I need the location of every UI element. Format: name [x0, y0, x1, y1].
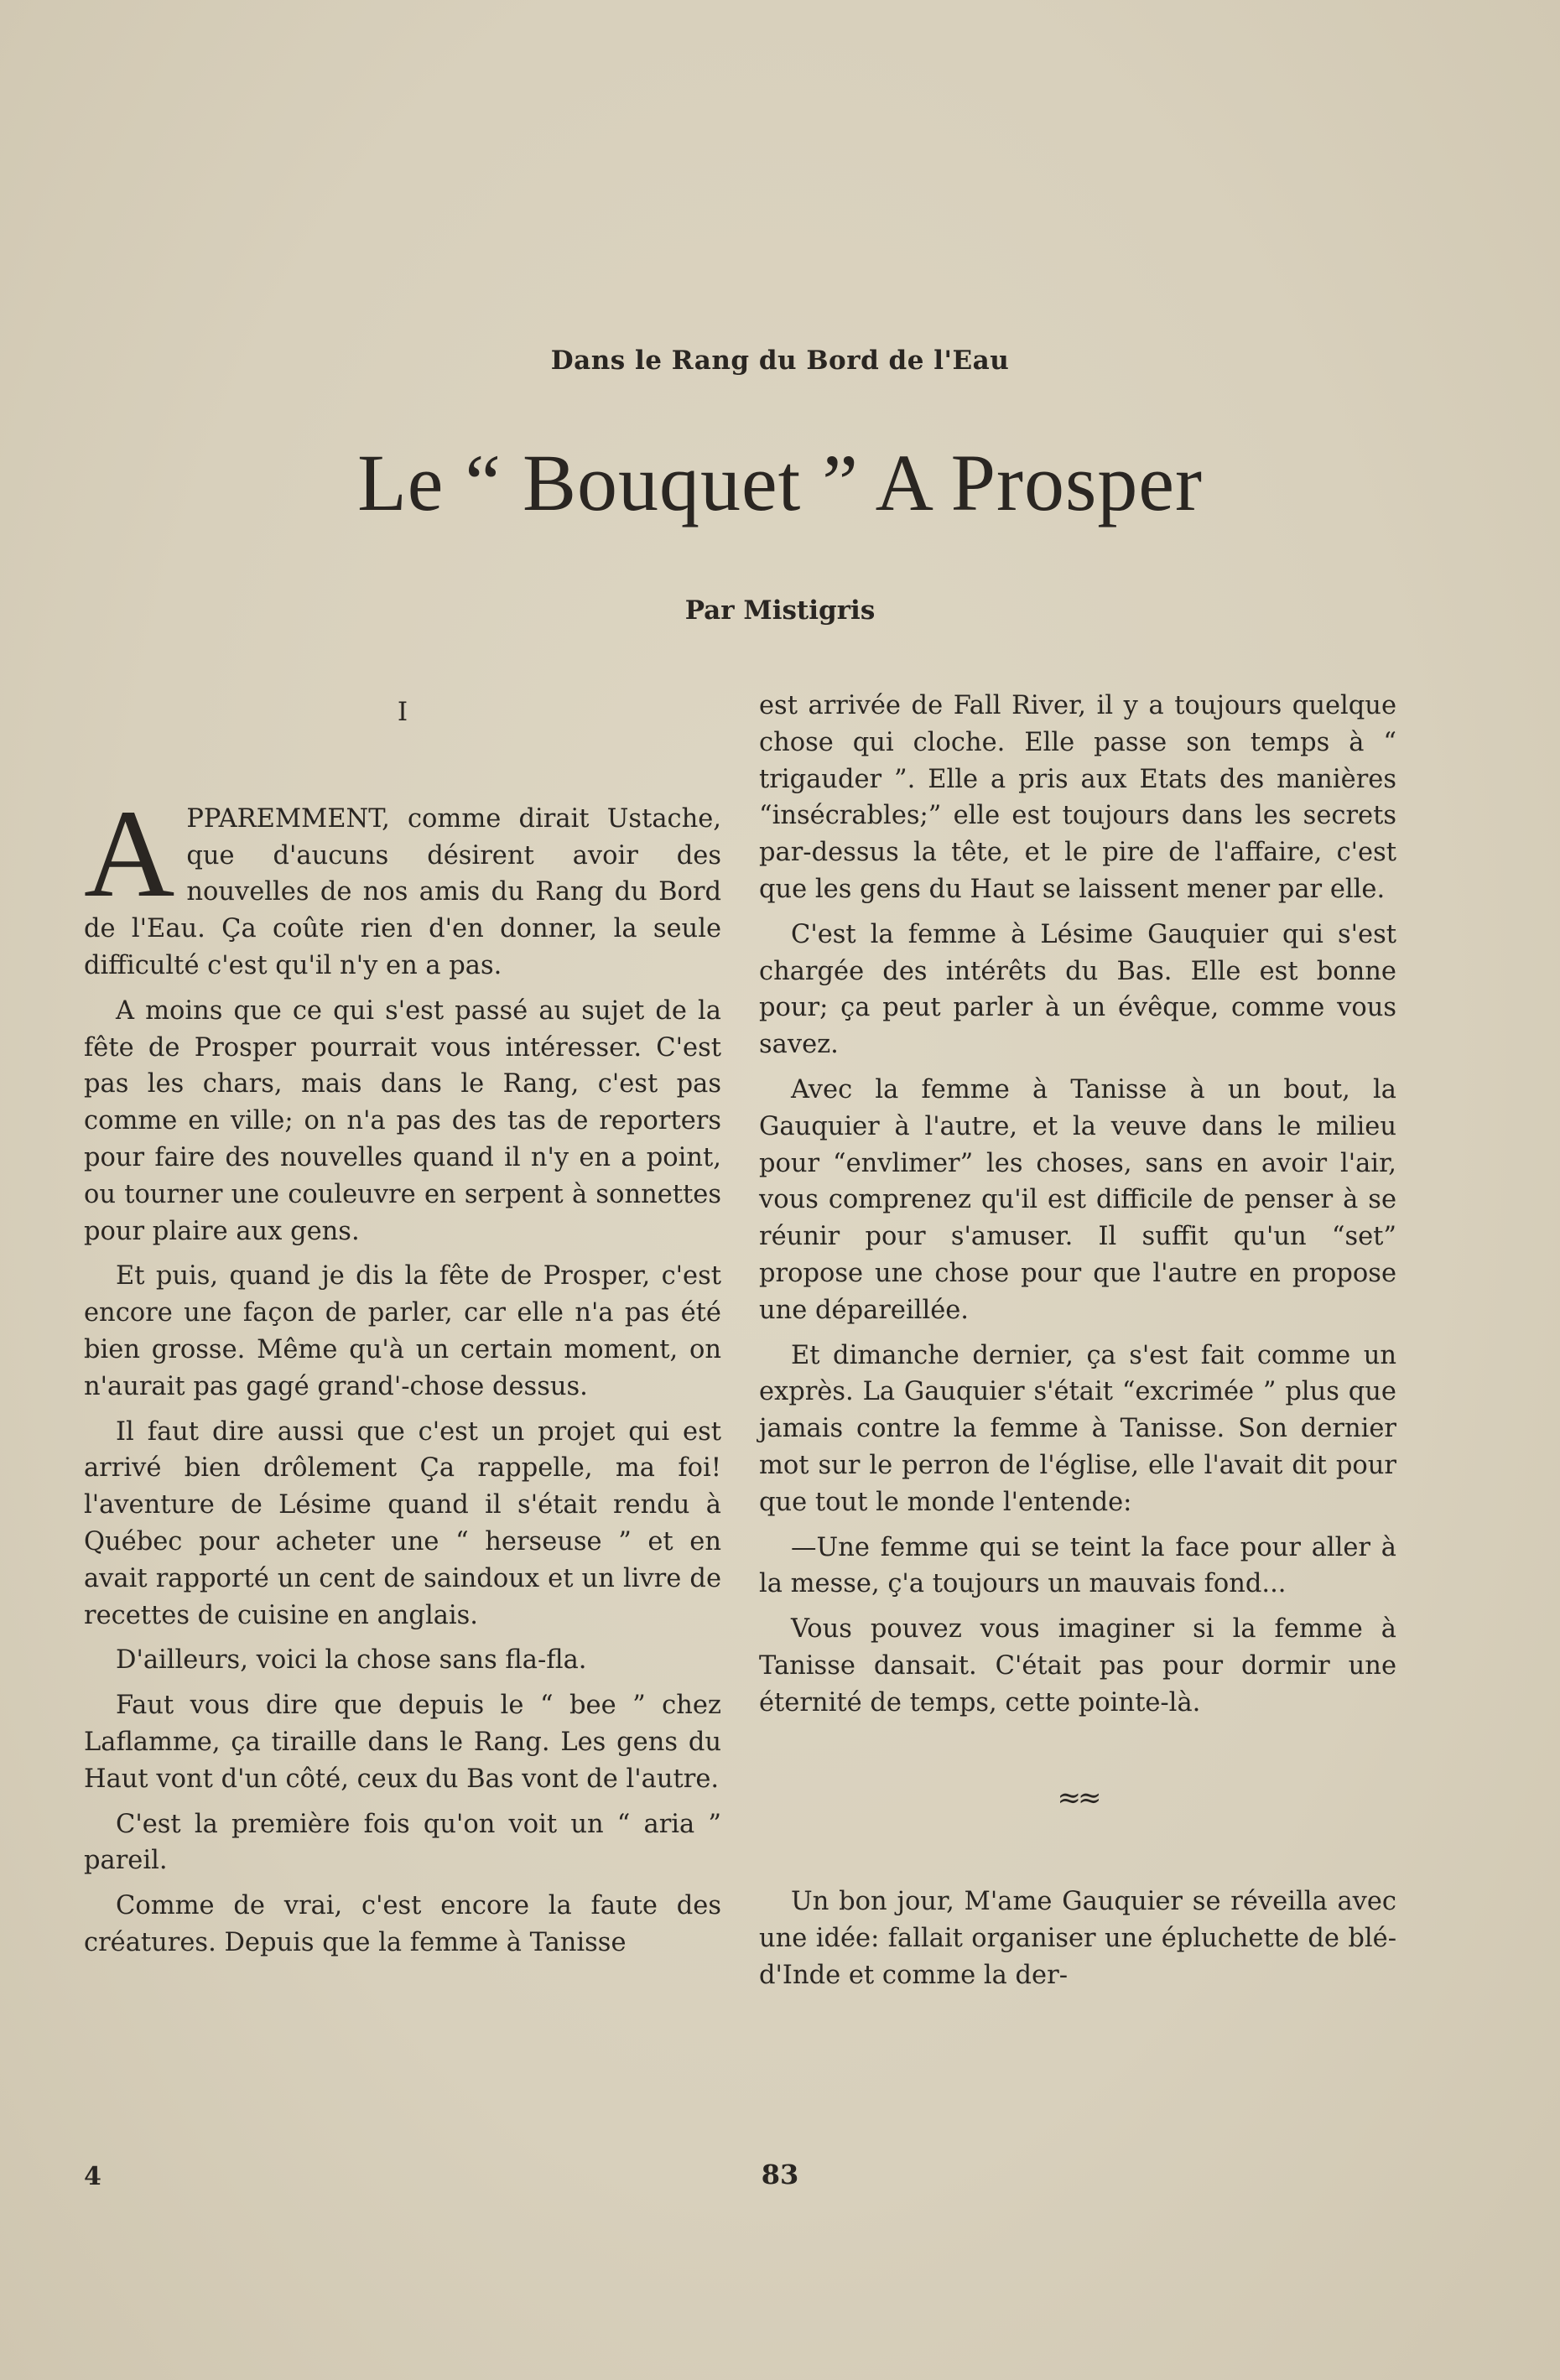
paragraph-12: Et dimanche dernier, ça s'est fait comme un exprès. La Gauquier s'était “excrimée ” plus que jamais contre la femme à Tanisse. Son dernier mot sur le perron de l'église, elle l'avait dit pour que tout le monde l'entende: — [759, 1340, 1396, 1517]
paragraph-15: Un bon jour, M'ame Gauquier se réveilla avec une idée: fallait organiser une épluchette de blé-d'Inde et comme la der- — [759, 1887, 1396, 1990]
section-ornament: ≈≈ — [1057, 1780, 1099, 1815]
paragraph-13: —Une femme qui se teint la face pour aller à la messe, ç'a toujours un mauvais fond... — [759, 1532, 1396, 1599]
paragraph-1 — [84, 783, 721, 985]
paragraph-3: Et puis, quand je dis la fête de Prosper, c'est encore une façon de parler, car elle n'a pas été bien grosse. Même qu'à un certain moment, on n'aurait pas gagé grand'-chose dessus. — [84, 1261, 721, 1401]
page-number: 83 — [761, 2159, 799, 2190]
right-column — [759, 688, 1396, 2003]
paragraph-11: Avec la femme à Tanisse à un bout, la Gauquier à l'autre, et la veuve dans le milieu pour “envlimer” les choses, sans en avoir l'air, vous comprenez qu'il est difficile de penser à se réunir pour s'amuser. Il suffit qu'un “set” propose une chose pour que l'autre en propose une dépareillée. — [759, 1074, 1396, 1325]
paragraph-14: Vous pouvez vous imaginer si la femme à Tanisse dansait. C'était pas pour dormir une éternité de temps, cette pointe-là. — [759, 1614, 1396, 1717]
drop-cap: A — [84, 783, 175, 923]
article-kicker: Dans le Rang du Bord de l'Eau — [550, 346, 1010, 376]
paragraph-10: C'est la femme à Lésime Gauquier qui s'est chargée des intérêts du Bas. Elle est bonne pour; ça peut parler à un évêque, comme vous savez. — [759, 919, 1396, 1060]
paragraph-6: Faut vous dire que depuis le “ bee ” chez Laflamme, ça tiraille dans le Rang. Les gens du Haut vont d'un côté, ceux du Bas vont de l'autre. — [84, 1691, 721, 1794]
paragraph-1-text: PPAREMMENT, comme dirait Ustache, que d'aucuns désirent avoir des nouvelles de nos amis du Rang du Bord de l'Eau. Ça coûte rien d'en donner, la seule difficulté c'est qu'il n'y en a pas. — [84, 803, 721, 980]
article-title: Le “ Bouquet ” A Prosper — [357, 438, 1203, 527]
paragraph-4: Il faut dire aussi que c'est un projet qui est arrivé bien drôlement Ça rappelle, ma foi! l'aventure de Lésime quand il s'était rendu à Québec pour acheter une “ herseuse ” et en avait rapporté un cent de saindoux et un livre de recettes de cuisine en anglais. — [84, 1416, 721, 1630]
paragraph-5: D'ailleurs, voici la chose sans fla-fla. — [116, 1645, 587, 1676]
paragraph-9: est arrivée de Fall River, il y a toujours quelque chose qui cloche. Elle passe son temps à “ trigauder ”. Elle a pris aux Etats des manières “insécrables;” elle est toujours dans les secrets par-dessus la tête, et le pire de l'affaire, c'est que les gens du Haut se laissent mener par elle. — [759, 691, 1396, 904]
left-column — [84, 688, 721, 1970]
paragraph-2: A moins que ce qui s'est passé au sujet de la fête de Prosper pourrait vous intéresser. C'est pas les chars, mais dans le Rang, c'est pas comme en ville; on n'a pas des tas de reporters pour faire des nouvelles quand il n'y en a point, ou tourner une couleuvre en serpent à sonnettes pour plaire aux gens. — [84, 995, 721, 1246]
article-byline: Par Mistigris — [684, 595, 876, 626]
signature-mark: 4 — [84, 2162, 101, 2191]
paragraph-8: Comme de vrai, c'est encore la faute des créatures. Depuis que la femme à Tanisse — [84, 1891, 721, 1957]
section-number: I — [397, 697, 408, 727]
paragraph-7: C'est la première fois qu'on voit un “ aria ” pareil. — [84, 1809, 721, 1876]
